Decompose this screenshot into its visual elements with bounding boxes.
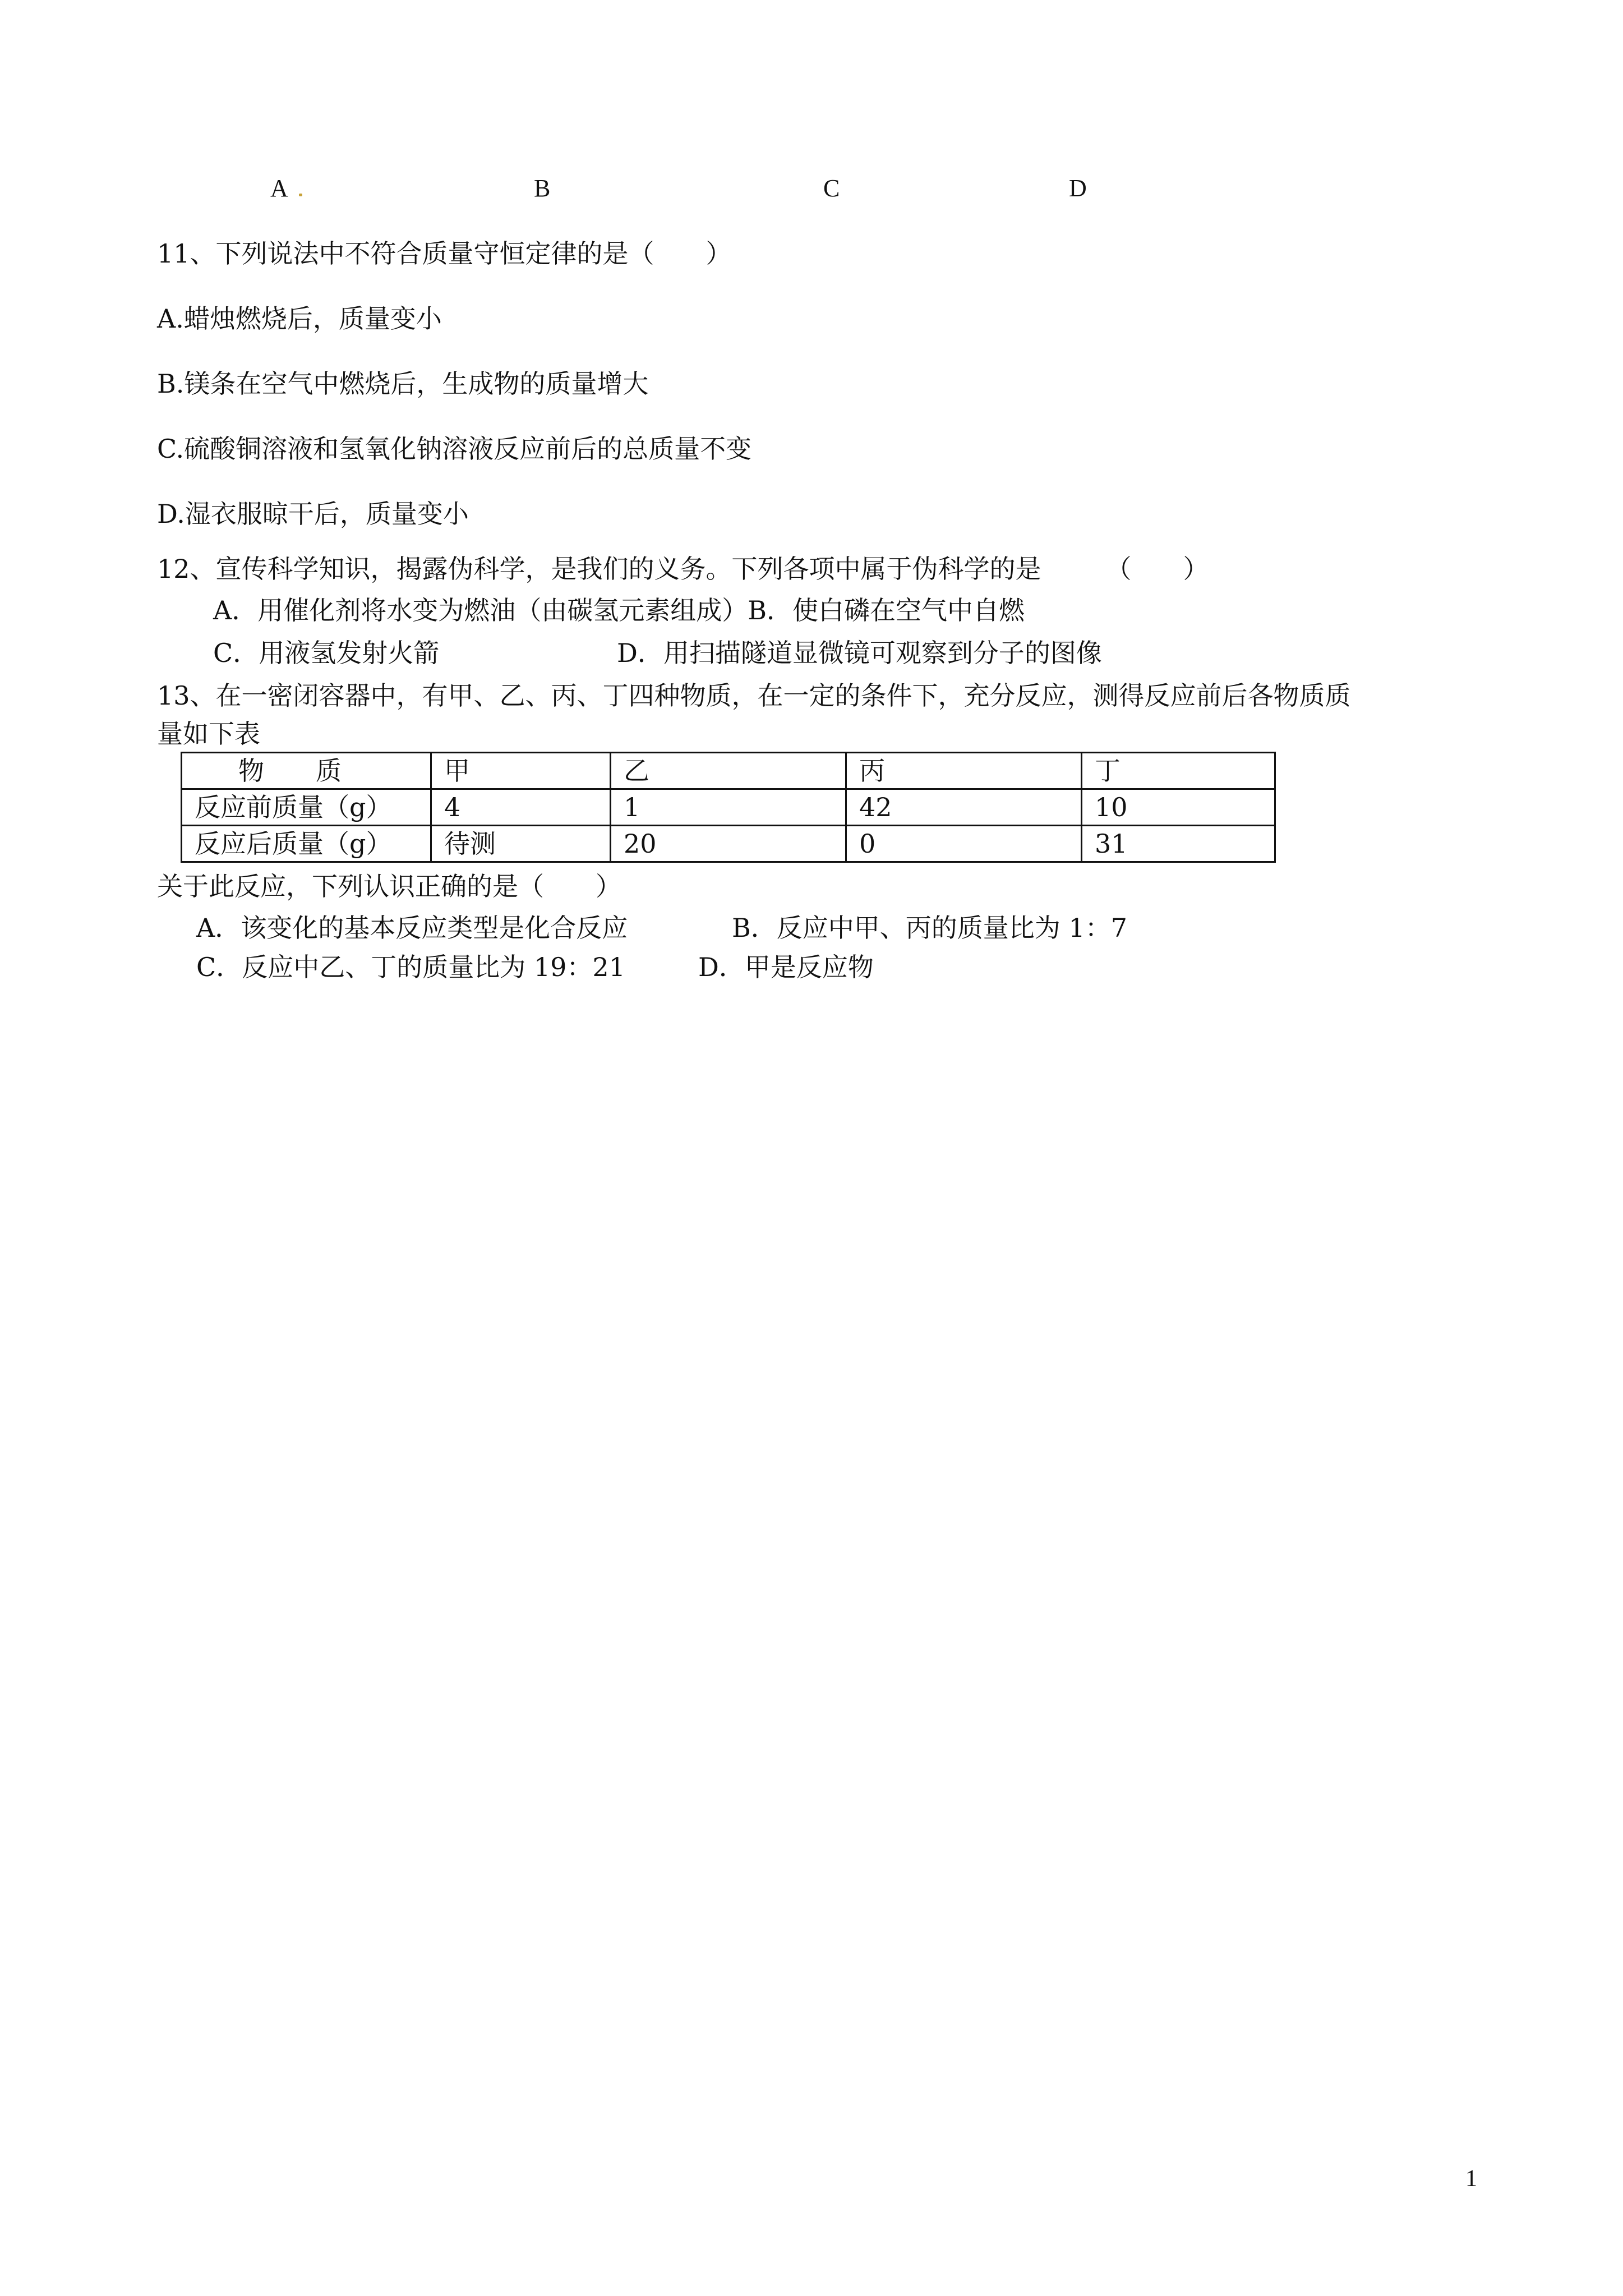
table-cell: 10	[1082, 789, 1275, 826]
table-header-cell: 甲	[431, 753, 611, 789]
q12-stem: 12、宣传科学知识，揭露伪科学，是我们的义务。下列各项中属于伪科学的是 （ ）	[157, 554, 1209, 584]
q12-option-d: D．用扫描隧道显微镜可观察到分子的图像	[617, 638, 1102, 668]
q11-option-c: C.硫酸铜溶液和氢氧化钠溶液反应前后的总质量不变	[157, 434, 752, 464]
q12-options-line1: A．用催化剂将水变为燃油（由碳氢元素组成）B．使白磷在空气中自燃	[213, 595, 1025, 625]
table-cell: 20	[611, 826, 846, 862]
q11-option-b: B.镁条在空气中燃烧后，生成物的质量增大	[157, 369, 649, 399]
mass-table	[181, 752, 1276, 863]
q13-question: 关于此反应，下列认识正确的是（ ）	[157, 871, 621, 901]
top-option-a: A	[270, 174, 288, 202]
table-cell: 1	[611, 789, 846, 826]
q13-option-c: C．反应中乙、丁的质量比为 19：21	[196, 952, 625, 982]
table-cell: 待测	[431, 826, 611, 862]
top-option-b: B	[534, 174, 551, 202]
table-cell: 反应后质量（g）	[182, 826, 431, 862]
q13-stem-line2: 量如下表	[157, 719, 260, 749]
page-number: 1	[1465, 2166, 1477, 2192]
table-header-cell: 丁	[1082, 753, 1275, 789]
table-cell: 反应前质量（g）	[182, 789, 431, 826]
q11-option-a: A.蜡烛燃烧后，质量变小	[157, 303, 442, 334]
q13-option-d: D．甲是反应物	[698, 952, 874, 982]
q11-option-d: D.湿衣服晾干后，质量变小	[157, 499, 469, 529]
q13-stem-line1: 13、在一密闭容器中，有甲、乙、丙、丁四种物质，在一定的条件下，充分反应，测得反应前后各物质质	[157, 680, 1351, 711]
q12-option-c: C．用液氢发射火箭	[213, 638, 440, 668]
table-cell: 4	[431, 789, 611, 826]
top-option-c: C	[823, 174, 840, 202]
table-header-cell: 物 质	[182, 753, 431, 789]
q13-option-b: B．反应中甲、丙的质量比为 1：7	[732, 913, 1127, 943]
table-row	[182, 789, 1275, 826]
table-header-cell: 乙	[611, 753, 846, 789]
table-header-row	[182, 753, 1275, 789]
table-cell: 0	[846, 826, 1082, 862]
table-row	[182, 826, 1275, 862]
q13-option-a: A．该变化的基本反应类型是化合反应	[196, 913, 628, 943]
table-cell: 42	[846, 789, 1082, 826]
ink-mark	[299, 194, 302, 196]
table-header-cell: 丙	[846, 753, 1082, 789]
table-cell: 31	[1082, 826, 1275, 862]
q11-stem: 11、下列说法中不符合质量守恒定律的是（ ）	[157, 238, 732, 269]
top-option-d: D	[1069, 174, 1087, 202]
